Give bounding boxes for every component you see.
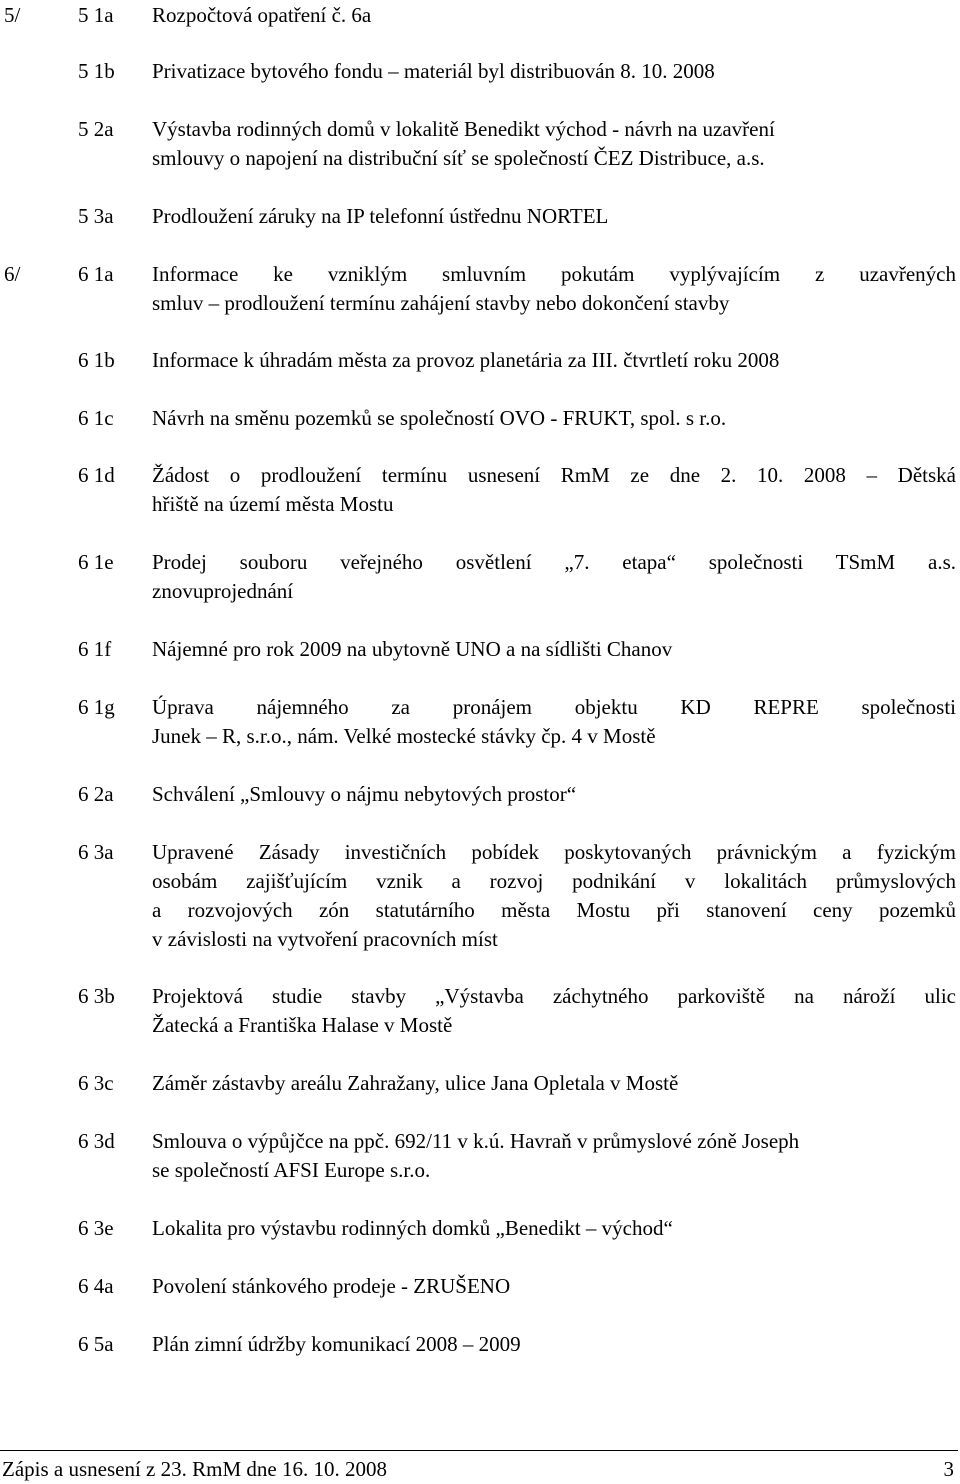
item-text-line: Žádost o prodloužení termínu usnesení RmM ze dne 2. 10. 2008 – Dětská [152, 463, 956, 487]
item-text-line: Privatizace bytového fondu – materiál byl distribuován 8. 10. 2008 [152, 59, 715, 83]
item-number: 5 2a [78, 117, 114, 141]
item-text-line: Plán zimní údržby komunikací 2008 – 2009 [152, 1332, 521, 1356]
footer-title: Zápis a usnesení z 23. RmM dne 16. 10. 2008 [2, 1457, 387, 1481]
item-number: 6 3e [78, 1216, 114, 1240]
item-number: 6 1g [78, 695, 115, 719]
item-text [152, 693, 956, 751]
item-number: 6 5a [78, 1332, 114, 1356]
item-number: 6 1a [78, 262, 114, 286]
item-text-line: Žatecká a Františka Halase v Mostě [152, 1013, 453, 1037]
item-text-line: znovuprojednání [152, 579, 294, 603]
item-text-line: se společností AFSI Europe s.r.o. [152, 1158, 431, 1182]
item-text [152, 260, 956, 318]
item-text [152, 982, 956, 1040]
item-text [152, 1330, 956, 1359]
item-text-line: Informace ke vzniklým smluvním pokutám vyplývajícím z uzavřených [152, 262, 956, 286]
item-text-line: a rozvojových zón statutárního města Mostu při stanovení ceny pozemků [152, 898, 956, 922]
item-text-line: Schválení „Smlouvy o nájmu nebytových prostor“ [152, 782, 577, 806]
item-number: 6 1c [78, 406, 114, 430]
item-text [152, 115, 956, 173]
item-number: 6 3d [78, 1129, 115, 1153]
item-text-line: Výstavba rodinných domů v lokalitě Benedikt východ - návrh na uzavření [152, 117, 775, 141]
item-number: 6 1b [78, 348, 115, 372]
item-text-line: Záměr zástavby areálu Zahražany, ulice Jana Opletala v Mostě [152, 1071, 679, 1095]
item-text-line: Junek – R, s.r.o., nám. Velké mostecké stávky čp. 4 v Mostě [152, 724, 656, 748]
item-number: 6 3c [78, 1071, 114, 1095]
item-number: 5 1b [78, 59, 115, 83]
item-number: 6 1e [78, 550, 114, 574]
item-text [152, 1272, 956, 1301]
item-text [152, 548, 956, 606]
item-text-line: hřiště na území města Mostu [152, 492, 394, 516]
footer-divider [0, 1450, 958, 1451]
item-text-line: smluv – prodloužení termínu zahájení stavby nebo dokončení stavby [152, 291, 730, 315]
item-text-line: Upravené Zásady investičních pobídek poskytovaných právnickým a fyzickým [152, 840, 956, 864]
item-number: 6 1d [78, 463, 115, 487]
item-text-line: Povolení stánkového prodeje - ZRUŠENO [152, 1274, 511, 1298]
item-text-line: Lokalita pro výstavbu rodinných domků „Benedikt – východ“ [152, 1216, 673, 1240]
item-number: 5 1a [78, 3, 114, 27]
item-text-line: osobám zajišťujícím vznik a rozvoj podnikání v lokalitách průmyslových [152, 869, 956, 893]
item-text [152, 57, 956, 86]
item-text-line: Rozpočtová opatření č. 6a [152, 3, 372, 27]
section-number: 6/ [4, 262, 21, 286]
item-text [152, 1069, 956, 1098]
item-text [152, 1214, 956, 1243]
item-text [152, 838, 956, 954]
item-number: 6 2a [78, 782, 114, 806]
item-text-line: Prodej souboru veřejného osvětlení „7. etapa“ společnosti TSmM a.s. [152, 550, 956, 574]
item-text-line: Nájemné pro rok 2009 na ubytovně UNO a na sídlišti Chanov [152, 637, 673, 661]
item-text [152, 1127, 956, 1185]
item-number: 5 3a [78, 204, 114, 228]
section-number: 5/ [4, 3, 21, 27]
item-text-line: Úprava nájemného za pronájem objektu KD REPRE společnosti [152, 695, 956, 719]
item-text [152, 404, 956, 433]
item-text-line: Projektová studie stavby „Výstavba záchytného parkoviště na nároží ulic [152, 984, 956, 1008]
item-text-line: v závislosti na vytvoření pracovních míst [152, 927, 498, 951]
page-number: 3 [943, 1457, 954, 1481]
item-number: 6 1f [78, 637, 112, 661]
item-text [152, 461, 956, 519]
item-number: 6 3a [78, 840, 114, 864]
item-text [152, 202, 956, 231]
item-text [152, 780, 956, 809]
item-text-line: smlouvy o napojení na distribuční síť se společností ČEZ Distribuce, a.s. [152, 146, 765, 170]
item-number: 6 4a [78, 1274, 114, 1298]
item-text [152, 635, 956, 664]
item-text-line: Prodloužení záruky na IP telefonní ústřednu NORTEL [152, 204, 609, 228]
item-text [152, 346, 956, 375]
item-text [152, 1, 956, 30]
item-number: 6 3b [78, 984, 115, 1008]
item-text-line: Informace k úhradám města za provoz planetária za III. čtvrtletí roku 2008 [152, 348, 780, 372]
item-text-line: Návrh na směnu pozemků se společností OVO - FRUKT, spol. s r.o. [152, 406, 727, 430]
item-text-line: Smlouva o výpůjčce na ppč. 692/11 v k.ú. Havraň v průmyslové zóně Joseph [152, 1129, 800, 1153]
